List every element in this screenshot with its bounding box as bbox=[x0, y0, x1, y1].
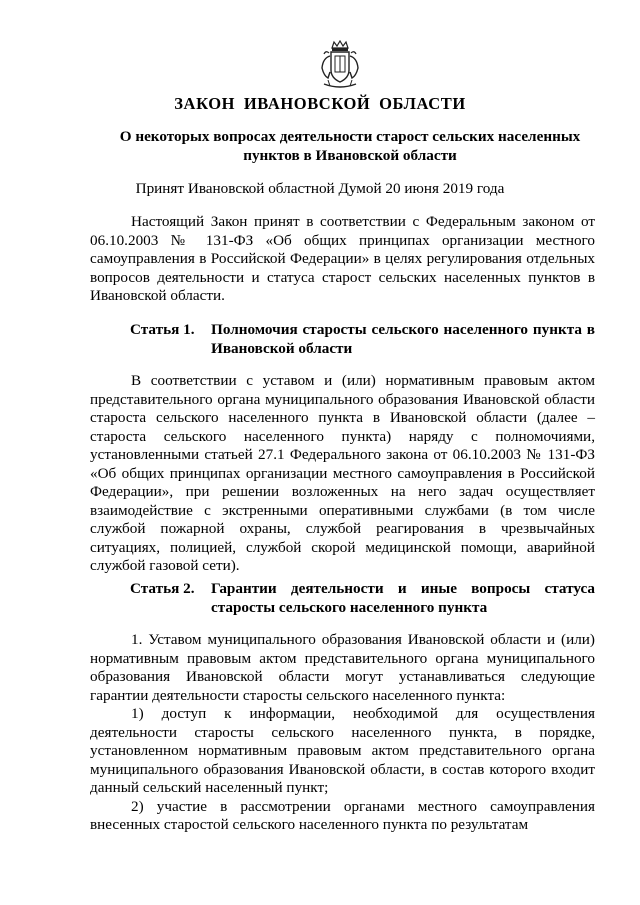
article-paragraph: 1. Уставом муниципального образования Ивановской области и (или) нормативным правовым актом представительного органа муниципального образования Ивановской области могут устанавливаться следующие гарантии деятельности старосты сельского населенного пункта: bbox=[90, 631, 595, 704]
article-2-body bbox=[90, 631, 595, 835]
article-paragraph: В соответствии с уставом и (или) нормативным правовым актом представительного органа муниципального образования Ивановской области староста сельского населенного пункта в Ивановской области (далее – староста сельского населенного пункта) наряду с полномочиями, установленными статьей 27.1 Федерального закона от 06.10.2003 № 131-ФЗ «Об общих принципах организации местного самоуправления в Российской Федерации», при решении возложенных на него задач осуществляет взаимодействие с экстренными оперативными службами (в том числе службой пожарной охраны, службой реагирования в чрезвычайных ситуациях, полицией, службой скорой медицинской помощи, аварийной службой газовой сети). bbox=[90, 372, 595, 574]
article-2-header bbox=[130, 580, 595, 617]
document-title: ЗАКОН ИВАНОВСКОЙ ОБЛАСТИ bbox=[174, 94, 466, 113]
intro-section bbox=[90, 213, 595, 306]
adoption-line: Принят Ивановской областной Думой 20 июня 2019 года bbox=[135, 180, 505, 197]
coat-of-arms-icon bbox=[318, 40, 362, 92]
intro-paragraph: Настоящий Закон принят в соответствии с Федеральным законом от 06.10.2003 № 131-ФЗ «Об общих принципах организации местного самоуправления в Российской Федерации» в целях регулирования отдельных вопросов деятельности и статуса старост сельских населенных пунктов в Ивановской области. bbox=[90, 213, 595, 304]
article-heading: Гарантии деятельности и иные вопросы статуса старосты сельского населенного пункта bbox=[211, 580, 595, 616]
article-number: Статья 1. bbox=[130, 321, 195, 338]
document-subtitle: О некоторых вопросах деятельности старост сельских населенных пунктов в Ивановской области bbox=[119, 128, 581, 164]
article-paragraph: 1) доступ к информации, необходимой для осуществления деятельности старосты сельского населенного пункта, в порядке, установленном нормативным правовым актом представительного органа муниципального образования Ивановской области, в состав которого входит данный сельский населенный пункт; bbox=[90, 705, 595, 796]
article-heading: Полномочия старосты сельского населенного пункта в Ивановской области bbox=[211, 321, 595, 357]
article-1-header bbox=[130, 321, 595, 358]
article-number: Статья 2. bbox=[130, 580, 195, 597]
article-1-body bbox=[90, 372, 595, 576]
article-paragraph: 2) участие в рассмотрении органами местного самоуправления внесенных старостой сельского населенного пункта по результатам bbox=[90, 797, 595, 833]
